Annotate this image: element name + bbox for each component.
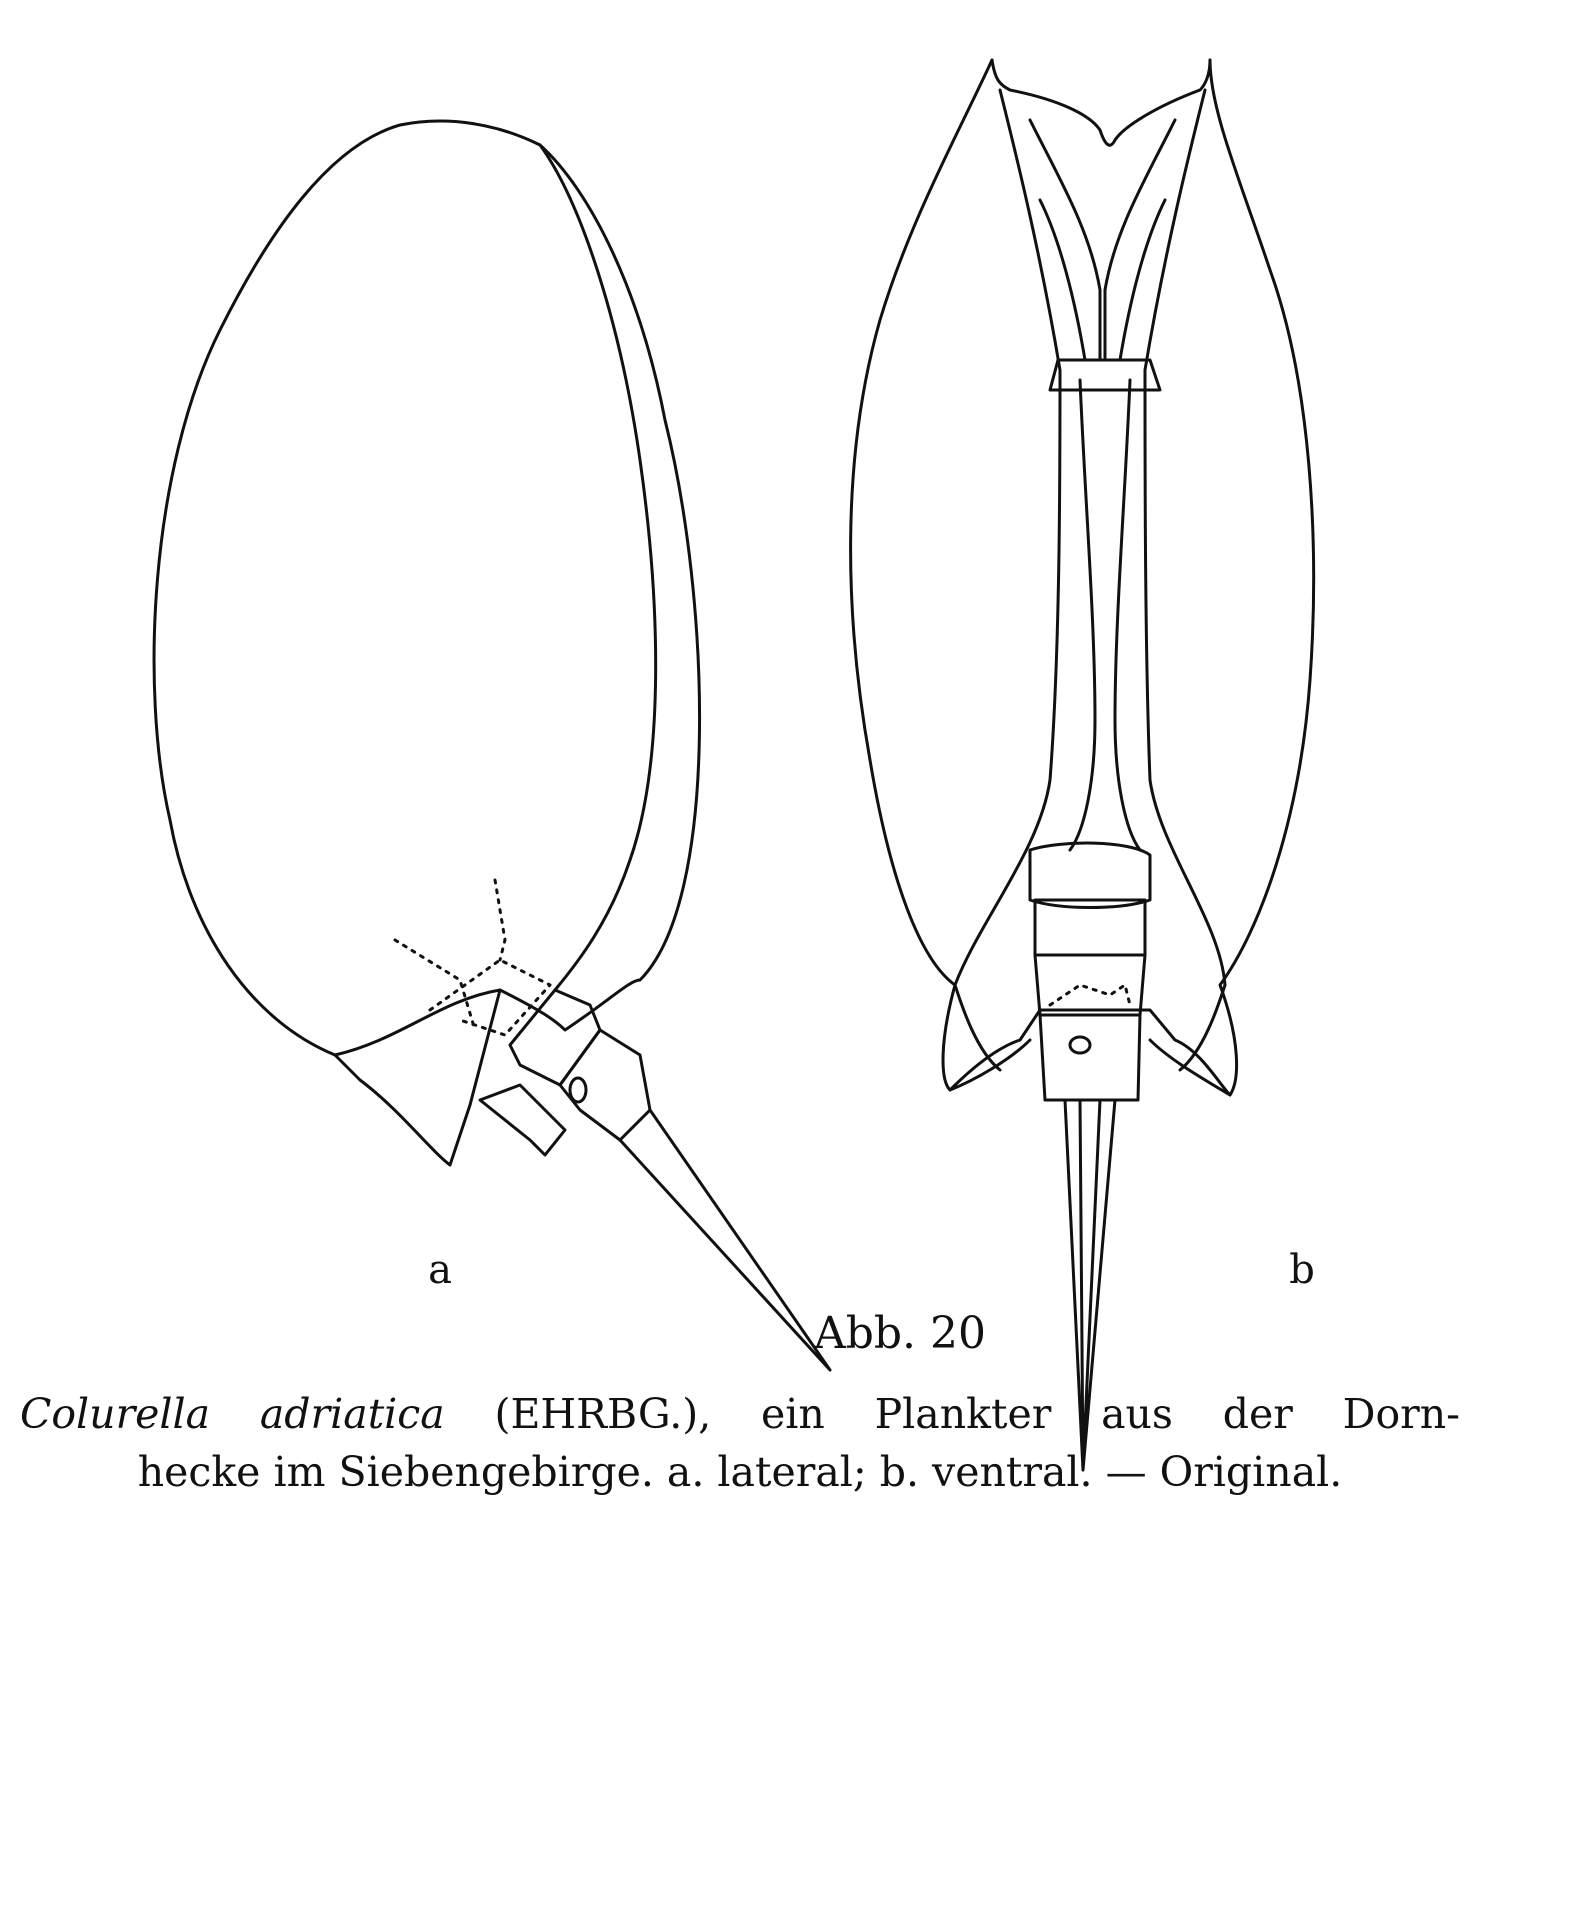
- foot-segment-1-ventral: [1030, 843, 1150, 907]
- dotted-structure-lateral: [395, 880, 550, 1035]
- panel-a-lateral-drawing: [154, 121, 830, 1370]
- panel-b-ventral-drawing: [851, 60, 1315, 1470]
- foot-gland-lateral: [570, 1078, 586, 1102]
- foot-segment-3-lateral: [560, 1030, 650, 1140]
- caption-line-2: hecke im Siebengebirge. a. lateral; b. ventral. — Original.: [137, 1448, 1343, 1496]
- caption-line-1-rest: (EHRBG.), ein Plankter aus der Dorn-: [444, 1390, 1461, 1438]
- inner-column-right-ventral: [1145, 90, 1225, 985]
- foot-segment-3-ventral: [1035, 955, 1145, 1015]
- caption-line-1: [20, 1390, 1460, 1438]
- caption-species-name: Colurella adriatica: [20, 1390, 445, 1438]
- inner-column-left-ventral: [955, 90, 1060, 985]
- lorica-inner-border-lateral: [540, 145, 656, 990]
- dotted-structure-ventral: [1050, 985, 1130, 1005]
- mastax-ventral: [1030, 120, 1175, 390]
- panel-label-b: b: [1289, 1247, 1315, 1293]
- foot-segment-1-lateral: [480, 1085, 565, 1155]
- head-outline-ventral: [992, 60, 1210, 145]
- lorica-outline-lateral: [154, 121, 699, 1055]
- figure-number: Abb. 20: [813, 1308, 987, 1359]
- lorica-plate-lateral: [335, 990, 500, 1165]
- foot-gland-ventral: [1070, 1037, 1090, 1053]
- side-spine-left-ventral: [950, 985, 1030, 1090]
- panel-label-a: a: [428, 1247, 452, 1293]
- foot-segment-2-lateral: [510, 990, 600, 1085]
- foot-segment-4-ventral: [1040, 1015, 1140, 1100]
- central-stem-ventral: [1070, 380, 1140, 850]
- lorica-outline-ventral: [851, 60, 1314, 1095]
